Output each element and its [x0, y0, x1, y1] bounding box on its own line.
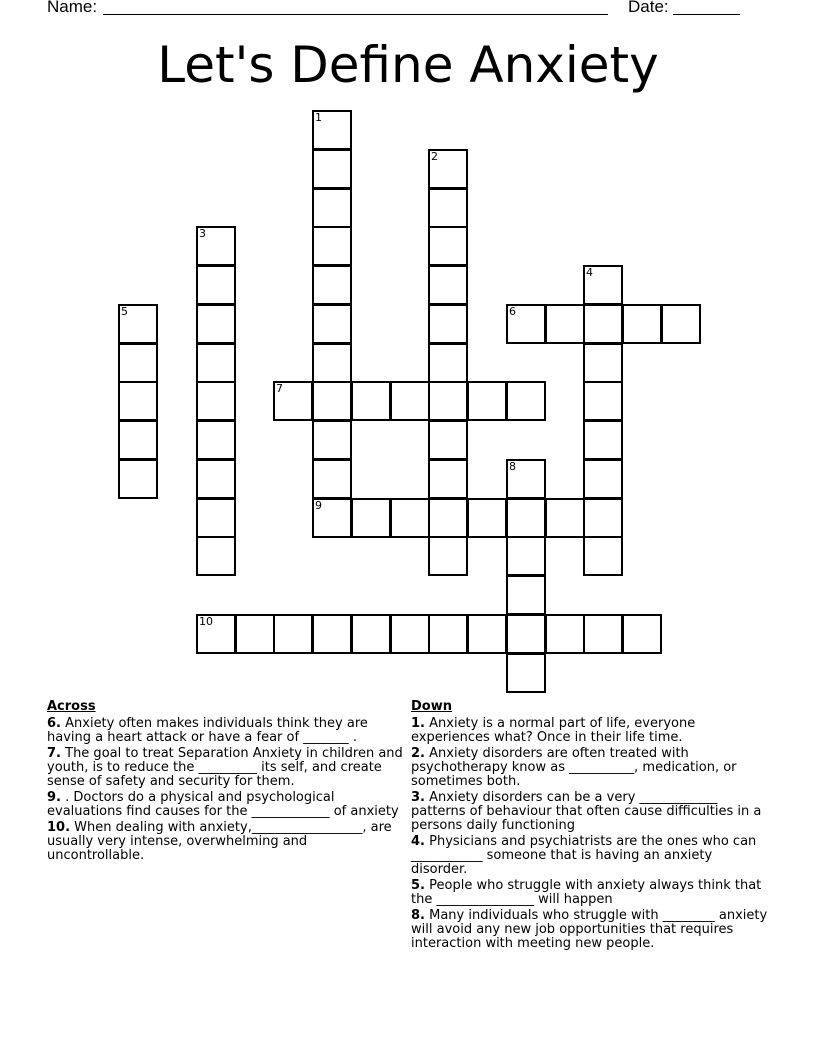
cell-number: 10 — [199, 615, 213, 628]
grid-cell[interactable] — [506, 536, 546, 576]
cell-number: 1 — [315, 111, 322, 124]
grid-cell[interactable] — [583, 614, 623, 654]
grid-cell[interactable] — [196, 343, 236, 383]
clue-number: 1. — [411, 716, 425, 731]
grid-cell[interactable] — [196, 420, 236, 460]
grid-cell[interactable] — [196, 536, 236, 576]
cell-number: 2 — [431, 150, 438, 163]
clue-number: 8. — [411, 908, 425, 923]
across-clue — [47, 791, 407, 819]
clue-text: Anxiety often makes individuals think they are having a heart attack or have a fear of _______ . — [47, 716, 368, 745]
down-clues — [411, 700, 771, 953]
clue-text: Anxiety disorders are often treated with psychotherapy know as __________, medication, or sometimes both. — [411, 746, 737, 789]
grid-cell[interactable] — [351, 498, 391, 538]
clue-number: 6. — [47, 716, 61, 731]
grid-cell[interactable] — [428, 459, 468, 499]
across-clue — [47, 821, 407, 863]
clue-text: Anxiety disorders can be a very ____________ patterns of behaviour that often cause difficulties in a persons daily functioning — [411, 790, 762, 833]
name-label: Name: — [47, 0, 98, 16]
clue-number: 10. — [47, 820, 71, 835]
grid-cell[interactable] — [312, 265, 352, 305]
cell-number: 4 — [586, 266, 593, 279]
down-heading: Down — [411, 699, 452, 714]
grid-cell[interactable] — [428, 536, 468, 576]
grid-cell[interactable] — [506, 575, 546, 615]
across-clue-list — [47, 717, 407, 863]
page-title: Let's Define Anxiety — [157, 36, 659, 94]
clue-number: 4. — [411, 834, 425, 849]
clue-number: 7. — [47, 746, 61, 761]
grid-cell[interactable] — [312, 614, 352, 654]
grid-cell[interactable] — [351, 381, 391, 421]
grid-cell[interactable] — [428, 304, 468, 344]
clue-text: The goal to treat Separation Anxiety in children and youth, is to reduce the _________ its self, and create sense of safety and security for them. — [47, 746, 403, 789]
clue-number: 9. — [47, 790, 61, 805]
grid-cell[interactable] — [583, 343, 623, 383]
grid-cell[interactable] — [235, 614, 275, 654]
down-clue — [411, 791, 771, 833]
clue-text: Many individuals who struggle with ________ anxiety will avoid any new job opportunities that requires interaction with meeting new people. — [411, 908, 768, 951]
across-clues — [47, 700, 407, 865]
clue-number: 3. — [411, 790, 425, 805]
down-clue — [411, 879, 771, 907]
grid-cell[interactable] — [118, 343, 158, 383]
down-clue — [411, 835, 771, 877]
grid-cell[interactable] — [390, 498, 430, 538]
clue-text: Anxiety is a normal part of life, everyone experiences what? Once in their life time. — [411, 716, 696, 745]
grid-cell[interactable] — [312, 343, 352, 383]
grid-cell[interactable] — [428, 498, 468, 538]
grid-cell[interactable] — [118, 459, 158, 499]
down-clue — [411, 909, 771, 951]
grid-cell[interactable] — [583, 420, 623, 460]
grid-cell[interactable] — [467, 498, 507, 538]
grid-cell[interactable] — [312, 459, 352, 499]
grid-cell[interactable] — [196, 265, 236, 305]
grid-cell[interactable] — [312, 304, 352, 344]
across-clue — [47, 717, 407, 745]
across-clue — [47, 747, 407, 789]
grid-cell[interactable] — [622, 614, 662, 654]
grid-cell[interactable] — [312, 149, 352, 189]
cell-number: 6 — [509, 305, 516, 318]
cell-number: 3 — [199, 227, 206, 240]
grid-cell[interactable] — [196, 381, 236, 421]
grid-cell[interactable] — [428, 381, 468, 421]
grid-cell[interactable] — [118, 381, 158, 421]
grid-cell[interactable] — [583, 304, 623, 344]
down-clue — [411, 747, 771, 789]
down-clue-list — [411, 717, 771, 951]
grid-cell[interactable] — [428, 265, 468, 305]
clue-text: Physicians and psychiatrists are the ones who can ___________ someone that is having an anxiety disorder. — [411, 834, 757, 877]
grid-cell[interactable] — [312, 188, 352, 228]
grid-cell[interactable] — [467, 381, 507, 421]
grid-cell[interactable] — [428, 226, 468, 266]
grid-cell[interactable] — [390, 381, 430, 421]
grid-cell[interactable] — [390, 614, 430, 654]
grid-cell[interactable] — [583, 536, 623, 576]
clue-text: When dealing with anxiety,_________________, are usually very intense, overwhelming and uncontrollable. — [47, 820, 392, 863]
grid-cell[interactable] — [118, 420, 158, 460]
grid-cell[interactable] — [506, 381, 546, 421]
grid-cell[interactable] — [661, 304, 701, 344]
grid-cell[interactable] — [428, 343, 468, 383]
grid-cell[interactable] — [351, 614, 391, 654]
grid-cell[interactable] — [506, 498, 546, 538]
grid-cell[interactable] — [583, 498, 623, 538]
grid-cell[interactable] — [622, 304, 662, 344]
grid-cell[interactable] — [506, 614, 546, 654]
grid-cell[interactable] — [196, 304, 236, 344]
grid-cell[interactable] — [583, 381, 623, 421]
cell-number: 7 — [276, 382, 283, 395]
grid-cell[interactable] — [545, 498, 585, 538]
grid-cell[interactable] — [428, 420, 468, 460]
cell-number: 5 — [121, 305, 128, 318]
grid-cell[interactable] — [583, 459, 623, 499]
clue-text: . Doctors do a physical and psychological evaluations find causes for the ____________ of anxiety — [47, 790, 399, 819]
grid-cell[interactable] — [467, 614, 507, 654]
grid-cell[interactable] — [545, 614, 585, 654]
grid-cell[interactable] — [312, 381, 352, 421]
grid-cell[interactable] — [428, 188, 468, 228]
grid-cell[interactable] — [196, 498, 236, 538]
grid-cell[interactable] — [312, 226, 352, 266]
cell-number: 8 — [509, 460, 516, 473]
cell-number: 9 — [315, 499, 322, 512]
clue-number: 2. — [411, 746, 425, 761]
grid-cell[interactable] — [428, 614, 468, 654]
grid-cell[interactable] — [196, 459, 236, 499]
grid-cell[interactable] — [273, 614, 313, 654]
date-label: Date: — [628, 0, 669, 16]
clue-text: People who struggle with anxiety always think that the _______________ will happen — [411, 878, 762, 907]
grid-cell[interactable] — [506, 653, 546, 693]
clue-number: 5. — [411, 878, 425, 893]
down-clue — [411, 717, 771, 745]
grid-cell[interactable] — [312, 420, 352, 460]
grid-cell[interactable] — [545, 304, 585, 344]
across-heading: Across — [47, 699, 96, 714]
